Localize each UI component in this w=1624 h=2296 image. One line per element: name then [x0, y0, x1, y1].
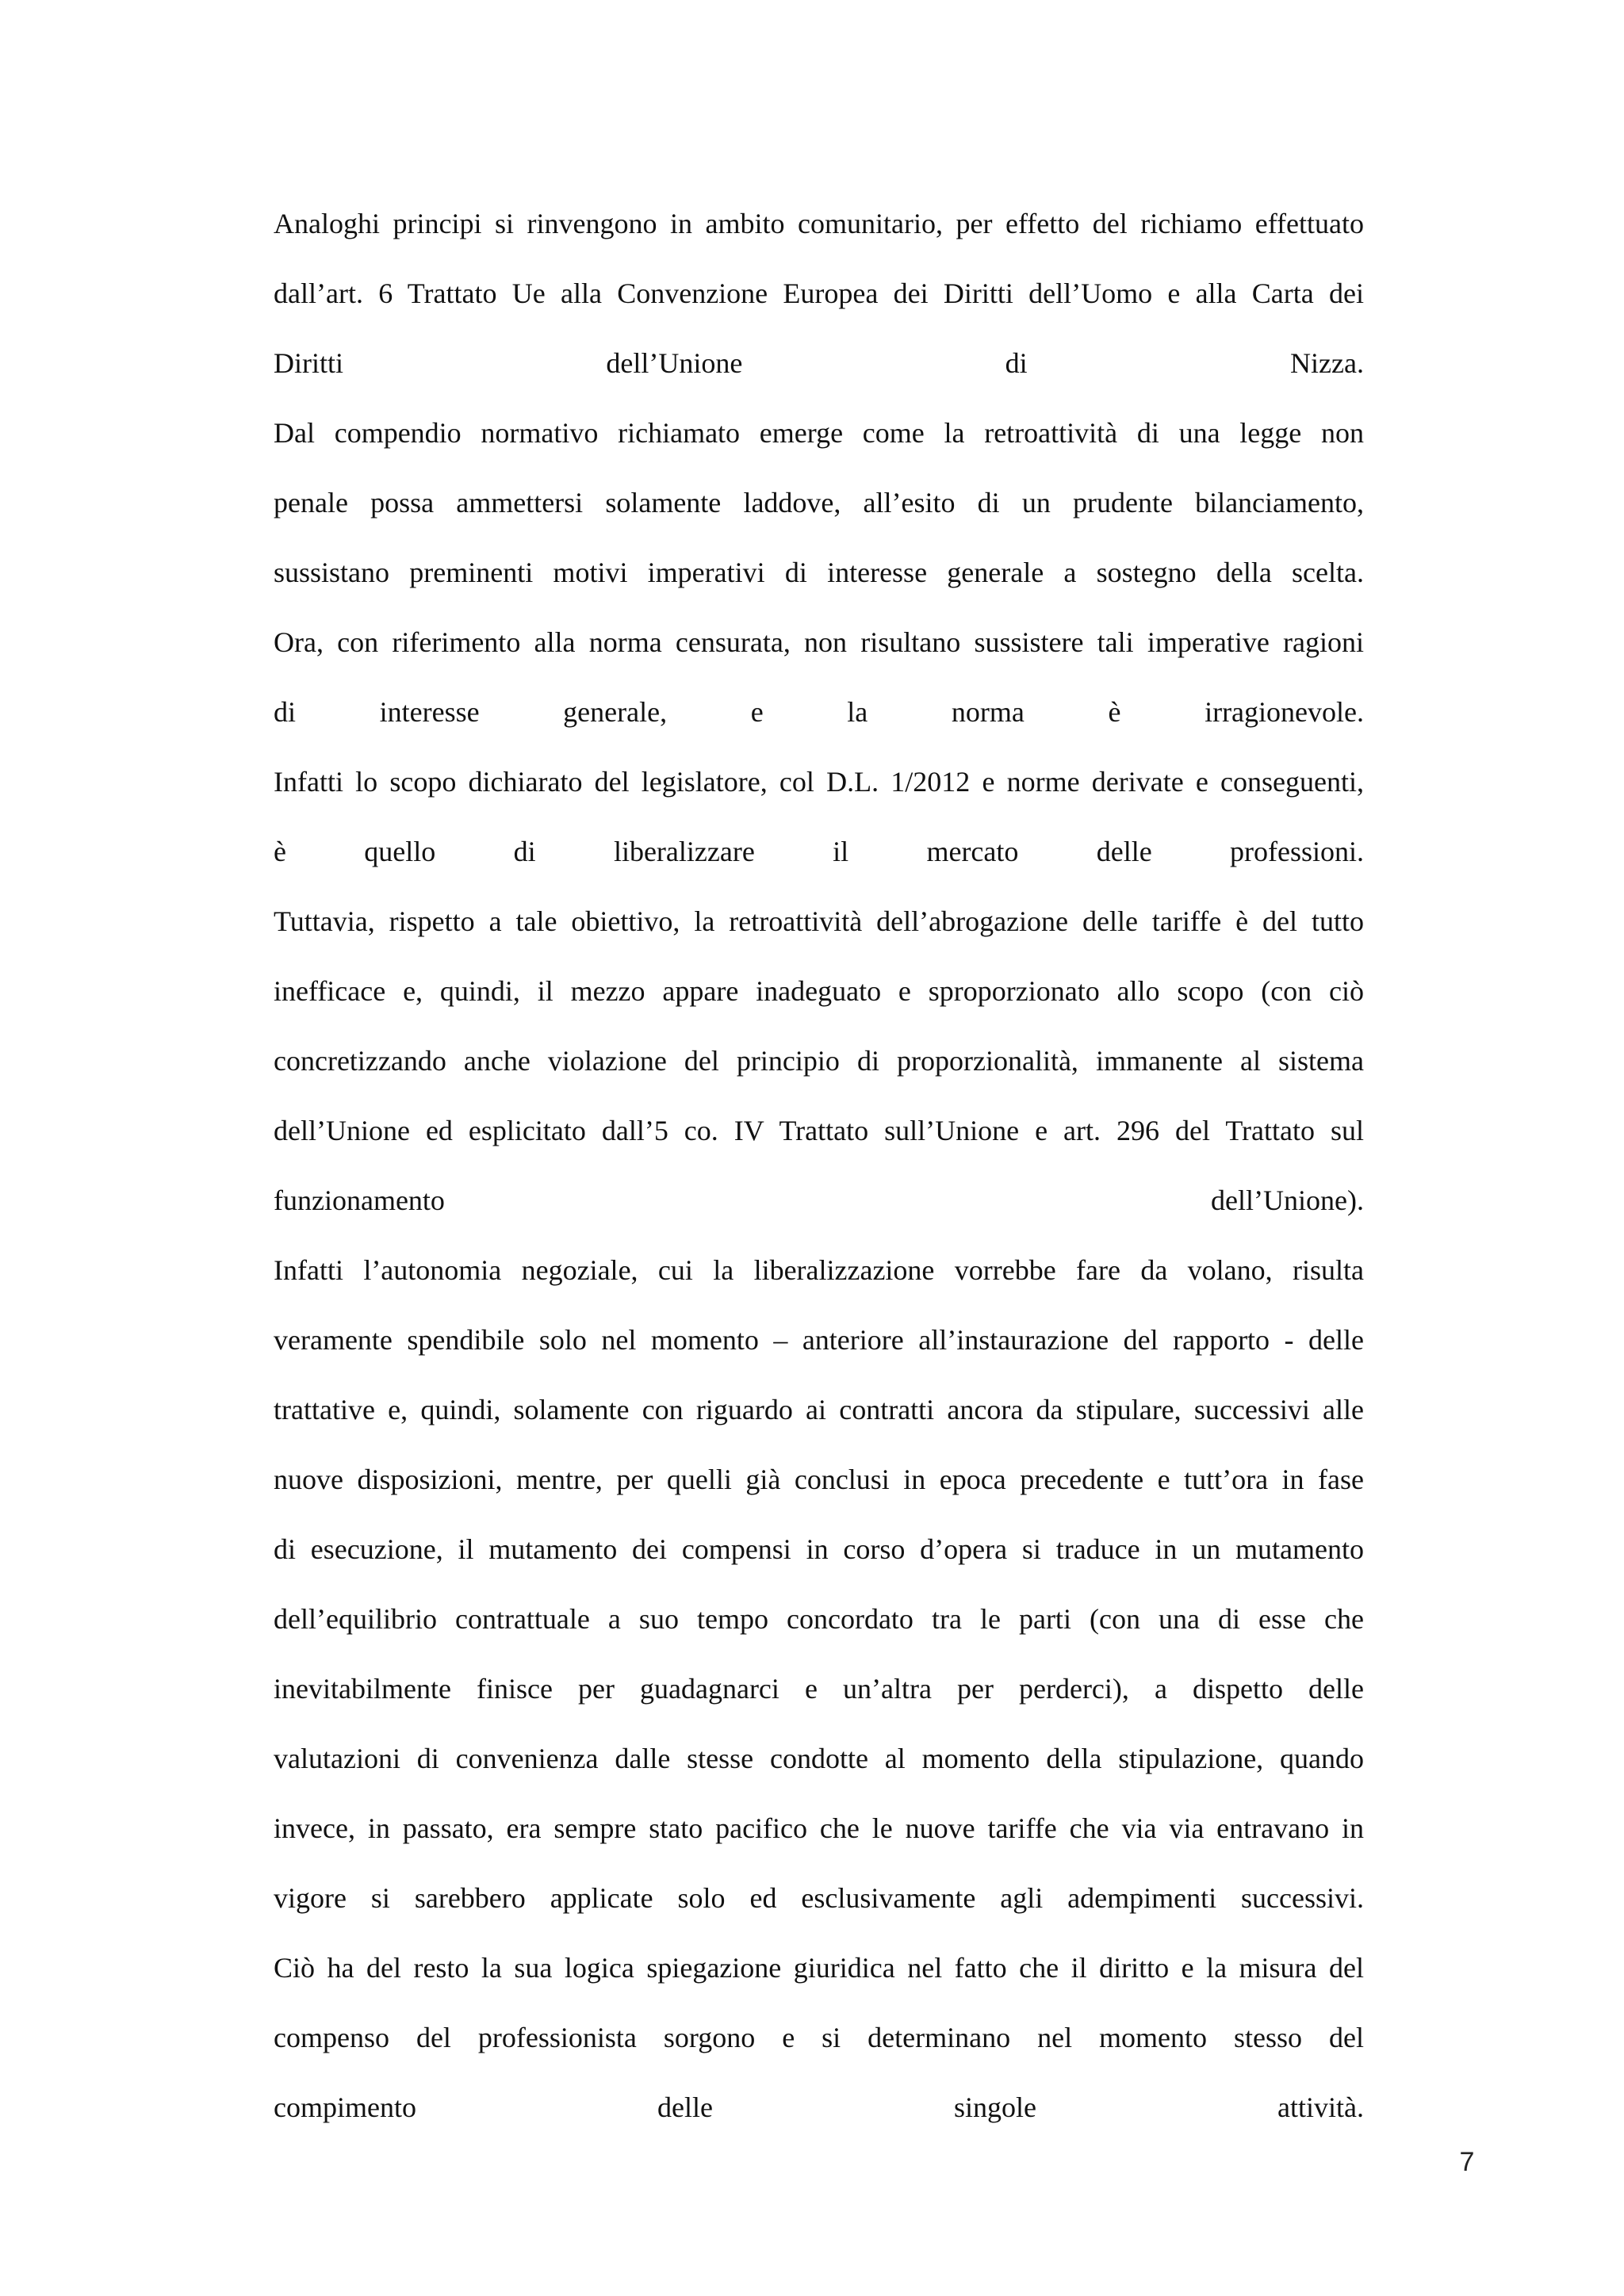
text-line: Tuttavia, rispetto a tale obiettivo, la retroattività dell’abrogazione delle tariffe è del tutto [274, 905, 1364, 937]
text-line: nuove disposizioni, mentre, per quelli già conclusi in epoca precedente e tutt’ora in fase [274, 1464, 1364, 1495]
text-line: dell’Unione ed esplicitato dall’5 co. IV Trattato sull’Unione e art. 296 del Trattato sul [274, 1115, 1364, 1146]
text-line: sussistano preminenti motivi imperativi di interesse generale a sostegno della scelta. [274, 557, 1364, 588]
text-line: Diritti dell’Unione di Nizza. [274, 347, 1364, 379]
text-line: di esecuzione, il mutamento dei compensi in corso d’opera si traduce in un mutamento [274, 1533, 1364, 1565]
text-line: Analoghi principi si rinvengono in ambito comunitario, per effetto del richiamo effettuato [274, 208, 1364, 239]
text-line: vigore si sarebbero applicate solo ed esclusivamente agli adempimenti successivi. [274, 1882, 1364, 1914]
text-line: invece, in passato, era sempre stato pacifico che le nuove tariffe che via via entravano in [274, 1812, 1364, 1844]
text-line: inevitabilmente finisce per guadagnarci e un’altra per perderci), a dispetto delle [274, 1673, 1364, 1705]
text-line: funzionamento dell’Unione). [274, 1184, 1364, 1216]
body-text [274, 189, 1364, 2142]
text-line: trattative e, quindi, solamente con riguardo ai contratti ancora da stipulare, successivi alle [274, 1394, 1364, 1425]
text-line: dall’art. 6 Trattato Ue alla Convenzione Europea dei Diritti dell’Uomo e alla Carta dei [274, 277, 1364, 309]
text-line: Infatti lo scopo dichiarato del legislatore, col D.L. 1/2012 e norme derivate e conseguenti, [274, 766, 1364, 798]
text-line: veramente spendibile solo nel momento – anteriore all’instaurazione del rapporto - delle [274, 1324, 1364, 1356]
text-line: dell’equilibrio contrattuale a suo tempo concordato tra le parti (con una di esse che [274, 1603, 1364, 1635]
text-line: inefficace e, quindi, il mezzo appare inadeguato e sproporzionato allo scopo (con ciò [274, 975, 1364, 1007]
text-line: compimento delle singole attività. [274, 2091, 1364, 2123]
text-line: è quello di liberalizzare il mercato delle professioni. [274, 836, 1364, 867]
text-line: compenso del professionista sorgono e si determinano nel momento stesso del [274, 2022, 1364, 2053]
text-line: concretizzando anche violazione del principio di proporzionalità, immanente al sistema [274, 1045, 1364, 1077]
text-line: Infatti l’autonomia negoziale, cui la liberalizzazione vorrebbe fare da volano, risulta [274, 1254, 1364, 1286]
text-line: Dal compendio normativo richiamato emerge come la retroattività di una legge non [274, 417, 1364, 449]
text-line: Ora, con riferimento alla norma censurata, non risultano sussistere tali imperative ragioni [274, 626, 1364, 658]
text-line: di interesse generale, e la norma è irragionevole. [274, 696, 1364, 728]
text-line: penale possa ammettersi solamente laddove, all’esito di un prudente bilanciamento, [274, 487, 1364, 519]
page-number: 7 [1459, 2147, 1475, 2177]
text-line: Ciò ha del resto la sua logica spiegazione giuridica nel fatto che il diritto e la misura del [274, 1952, 1364, 1984]
text-line: valutazioni di convenienza dalle stesse condotte al momento della stipulazione, quando [274, 1743, 1364, 1774]
